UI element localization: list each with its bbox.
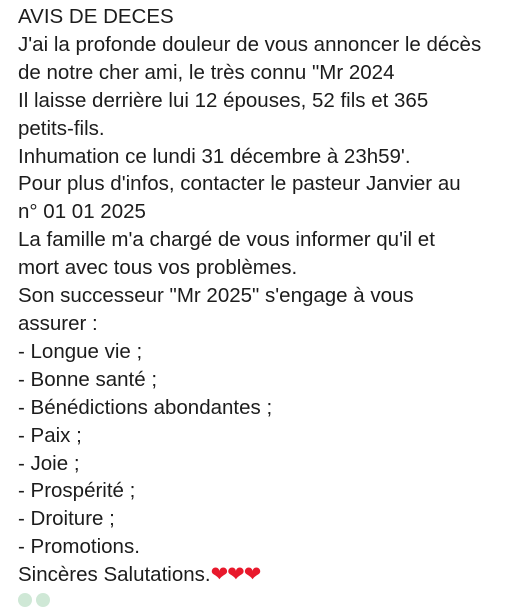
post-line: Il laisse derrière lui 12 épouses, 52 fils et 365 <box>18 88 429 112</box>
list-item: - Bénédictions abondantes ; <box>18 395 273 419</box>
list-item: - Paix ; <box>18 423 82 447</box>
heart-icon: ❤❤❤ <box>210 562 261 587</box>
list-item: - Joie ; <box>18 451 80 475</box>
post-line: Pour plus d'infos, contacter le pasteur Janvier au <box>18 172 461 196</box>
reaction-icon[interactable] <box>18 593 32 607</box>
list-item: - Bonne santé ; <box>18 367 158 391</box>
post-title: AVIS DE DECES <box>18 5 174 28</box>
list-item: - Longue vie ; <box>18 339 143 363</box>
post-line: J'ai la profonde douleur de vous annoncer le décès <box>18 32 482 56</box>
closing-line <box>18 561 518 589</box>
post-text <box>18 3 518 589</box>
list-item: - Promotions. <box>18 535 140 559</box>
list-item: - Prospérité ; <box>18 479 136 503</box>
post-line: n° 01 01 2025 <box>18 200 146 224</box>
post-line: Son successeur "Mr 2025" s'engage à vous <box>18 284 414 308</box>
post-line: mort avec tous vos problèmes. <box>18 256 298 280</box>
closing-text: Sincères Salutations. <box>18 563 211 587</box>
post-line: petits-fils. <box>18 116 105 140</box>
post-line: Inhumation ce lundi 31 décembre à 23h59'. <box>18 144 411 168</box>
post-line: La famille m'a chargé de vous informer qu'il et <box>18 228 435 252</box>
reaction-icon[interactable] <box>36 593 50 607</box>
post-line: de notre cher ami, le très connu "Mr 2024 <box>18 60 395 84</box>
list-item: - Droiture ; <box>18 507 115 531</box>
post-line: assurer : <box>18 311 98 335</box>
